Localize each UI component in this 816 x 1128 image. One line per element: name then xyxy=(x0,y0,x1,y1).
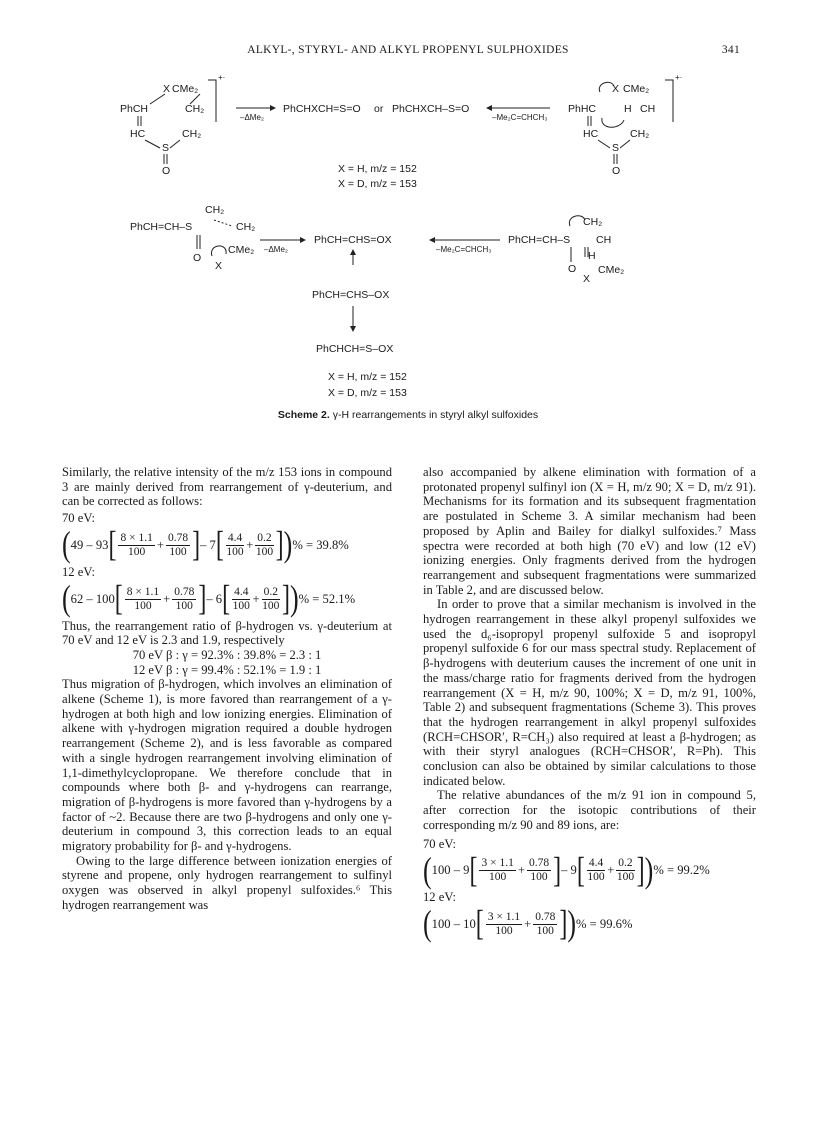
atom-label: CH₂ xyxy=(185,103,205,115)
atom-label: CH₂ xyxy=(583,216,603,228)
atom-label: S xyxy=(162,142,170,154)
or-label: or xyxy=(374,103,384,115)
paragraph: Thus migration of β-hydrogen, which involves an elimination of alkene (Scheme 1), is more favored than rearrangement of a γ-hydrogen at both high and low ionizing energies. Elimination of alkene with γ-hydrogen migration required a double hydrogen rearrangement (Scheme 2), and is less favorable as compared with a single hydrogen rearrangement involving elimination of 1,1-dimethylcyclopropane. We therefore conclude that in compounds where both β- and γ-hydrogens can rearrange, migration of β-hydrogens is more favored than γ-hydrogens by a factor of ~2. Because there are two β-hydrogens and only one γ-deuterium in compound 3, this correction leads to an equal migratory probability for β- and γ-hydrogens. xyxy=(62,677,392,854)
atom-label: O xyxy=(162,165,171,177)
atom-label: CMe₂ xyxy=(228,244,255,256)
label-x-h: X = H, m/z = 152 xyxy=(338,163,417,175)
atom-label: PhCH=CH–S xyxy=(130,221,193,233)
atom-label: X xyxy=(163,83,171,95)
atom-label: PhCH xyxy=(120,103,149,115)
product-label: PhCHXCH=S=O xyxy=(283,103,361,115)
energy-label: 12 eV: xyxy=(423,890,456,905)
atom-label: CH₂ xyxy=(236,221,256,233)
atom-label: X xyxy=(612,83,620,95)
label-x-d: X = D, m/z = 153 xyxy=(328,387,407,399)
atom-label: CH xyxy=(640,103,656,115)
structure-top-left xyxy=(120,73,225,177)
paragraph: The relative abundances of the m/z 91 ion in compound 5, after correction for the isotopic contributions of their corresponding m/z 90 and 89 ions, are: xyxy=(423,788,756,832)
arrow-label: –Me₂C=CHCH₃ xyxy=(492,113,548,122)
structure-mid-left xyxy=(130,204,255,272)
svg-text:+·: +· xyxy=(218,73,226,82)
label-x-d: X = D, m/z = 153 xyxy=(338,178,417,190)
atom-label: O xyxy=(568,263,577,275)
scheme-2 xyxy=(0,60,816,440)
atom-label: O xyxy=(193,252,202,264)
atom-label: CH₂ xyxy=(205,204,225,216)
atom-label: CMe₂ xyxy=(598,264,625,276)
running-title: ALKYL-, STYRYL- AND ALKYL PROPENYL SULPHOXIDES xyxy=(247,44,569,56)
atom-label: HC xyxy=(583,128,599,140)
structure-mid-right xyxy=(508,216,624,285)
equation-70ev-gamma: ( 49 – 93 [ $\frac{8 \times 1.1}{100}$ + $\frac{0.78}{100}$ ] – 7 [ $\frac{4.4}{100}$ + $\frac{0.2}{100}$ ] ) % = 39.8% xyxy=(62,524,349,565)
ratio-70ev: 70 eV β : γ = 92.3% : 39.8% = 2.3 : 1 xyxy=(132,647,322,662)
paragraph: Thus, the rearrangement ratio of β-hydrogen vs. γ-deuterium at 70 eV and 12 eV is 2.3 and 1.9, respectively xyxy=(62,618,392,648)
scheme-caption-label: Scheme 2. xyxy=(277,409,330,421)
energy-label: 70 eV: xyxy=(62,511,95,526)
left-column xyxy=(62,465,392,913)
atom-label: CH₂ xyxy=(182,128,202,140)
atom-label: O xyxy=(612,165,621,177)
paragraph: Similarly, the relative intensity of the m/z 153 ions in compound 3 are mainly derived from rearrangement of γ-deuterium, and can be corrected as follows: xyxy=(62,465,392,509)
arrow-label: –ΔMe₂ xyxy=(264,245,289,254)
atom-label: PhHC xyxy=(568,103,597,115)
atom-label: X xyxy=(583,273,591,285)
atom-label: X xyxy=(215,260,223,272)
arrow-label: –Me₂C=CHCH₃ xyxy=(436,245,492,254)
ratio-12ev: 12 eV β : γ = 99.4% : 52.1% = 1.9 : 1 xyxy=(132,662,322,677)
atom-label: S xyxy=(612,142,620,154)
product-label: PhCHCH=S–OX xyxy=(316,343,394,355)
atom-label: H xyxy=(624,103,632,115)
scheme-2-drawing xyxy=(0,60,816,405)
right-column xyxy=(423,465,756,944)
atom-label: CH₂ xyxy=(630,128,650,140)
paragraph: Owing to the large difference between ionization energies of styrene and propene, only hydrogen rearrangement to sulfinyl oxygen was observed in alkyl propenyl sulfoxides.⁶ This hydrogen rearrangement was xyxy=(62,853,392,912)
arrow-label: –ΔMe₂ xyxy=(240,113,265,122)
atom-label: CMe₂ xyxy=(172,83,199,95)
atom-label: HC xyxy=(130,128,146,140)
energy-label: 12 eV: xyxy=(62,564,95,579)
equation-12ev-beta: ( 100 – 10 [ $\frac{3 \times 1.1}{100}$ + $\frac{0.78}{100}$ ] ) % = 99.6% xyxy=(423,903,633,945)
atom-label: CMe₂ xyxy=(623,83,650,95)
scheme-caption-text: γ-H rearrangements in styryl alkyl sulfoxides xyxy=(332,409,539,421)
equation-70ev-beta: ( 100 – 9 [ $\frac{3 \times 1.1}{100}$ + $\frac{0.78}{100}$ ] – 9 [ $\frac{4.4}{100}$ + $\frac{0.2}{100}$ ] ) % = 99.2% xyxy=(423,849,710,891)
equation-12ev-gamma: ( 62 – 100 [ $\frac{8 \times 1.1}{100}$ + $\frac{0.78}{100}$ ] – 6 [ $\frac{4.4}{100}$ + $\frac{0.2}{100}$ ] ) % = 52.1% xyxy=(62,578,356,619)
paragraph: also accompanied by alkene elimination with formation of a protonated propenyl sulfinyl ion (X = H, m/z 90; X = D, m/z 91). Mechanisms for its formation and its subsequent fragmentation are postulated in Scheme 3. A similar mechanism had been proposed by Aplin and Bailey for dialkyl sulfoxides.⁷ Mass spectra were recorded at both high (70 eV) and low (12 eV) ionizing energies. Only fragments derived from the hydrogen rearrangement and subsequent fragmentations were summarized in Table 2, and are discussed below. xyxy=(423,465,756,597)
paragraph: In order to prove that a similar mechanism is involved in the hydrogen rearrangement in these alkyl propenyl sulfoxides we used the d₆-isopropyl propenyl sulfoxide 5 and isopropyl propenyl sulfoxide 6 for our mass spectral study. Replacement of β-hydrogens with deuterium causes the increment of one unit in the mass/charge ratio for fragments derived from the hydrogen rearrangement (X = H, m/z 90, 100%; X = D, m/z 91, 100%, Table 2) and subsequent fragmentations (Scheme 3). This proves that the hydrogen rearrangement in alkyl propenyl sulfoxides (RCH=CHSOR′, R=CH₃) also required at least a β-hydrogen; as with their styryl analogues (RCH=CHSOR′, R=Ph). This conclusion can also be obtained by similar calculations to those indicated below. xyxy=(423,597,756,788)
atom-label: PhCH=CH–S xyxy=(508,234,571,246)
atom-label: CH xyxy=(596,234,612,246)
structure-top-right xyxy=(568,73,682,177)
product-label: PhCH=CHS–OX xyxy=(312,289,390,301)
page-number: 341 xyxy=(721,44,740,56)
scheme-caption xyxy=(0,409,816,421)
energy-label: 70 eV: xyxy=(423,836,456,851)
label-x-h: X = H, m/z = 152 xyxy=(328,371,407,383)
product-label: PhCH=CHS=OX xyxy=(314,234,392,246)
atom-label: H xyxy=(588,250,596,262)
svg-text:+·: +· xyxy=(675,73,683,82)
product-label: PhCHXCH–S=O xyxy=(392,103,470,115)
